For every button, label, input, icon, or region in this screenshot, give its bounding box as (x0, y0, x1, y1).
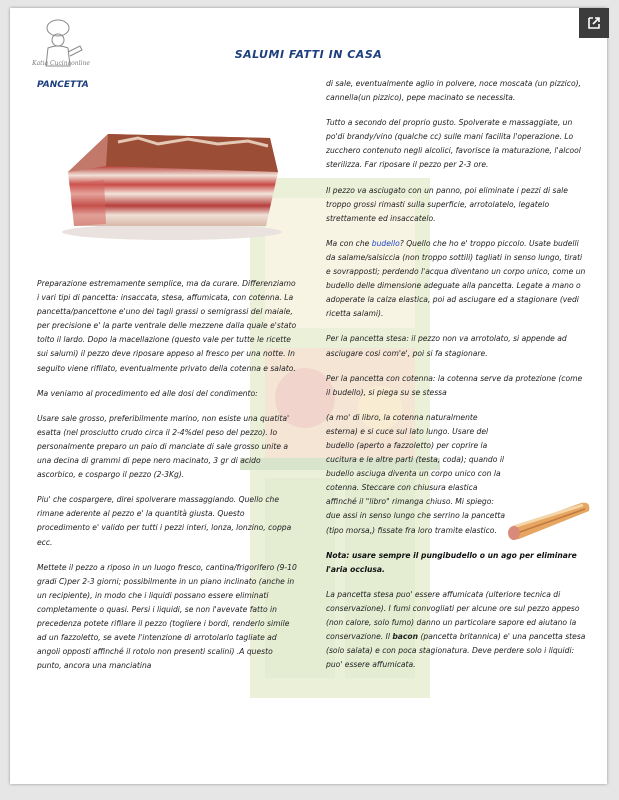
open-in-new-button[interactable] (579, 8, 609, 38)
paragraph-bacon (326, 588, 588, 673)
bacon-bold: bacon (392, 632, 419, 642)
open-in-new-icon (586, 15, 602, 31)
document-page (10, 8, 607, 784)
paragraph: Per la pancetta stesa: il pezzo non va arrotolato, si appende ad asciugare cosi com'e', poi si fa stagionare. (326, 334, 567, 358)
text-run: Ma con che (326, 238, 372, 248)
text-run: ? Quello che ho e' troppo piccolo. Usate budelli da salame/salsiccia (non troppo sottili) tagliati in senso lungo, tirati e sovrapposti; perdendo l'acqua diventano un corpo unico, come un budello delle dimensione adeguate alla pancetta. Legate a mano o adoperate la calza elastica, poi ad asciugare ed a stagionare (vedi ricetta salami). (326, 238, 586, 319)
logo-text: Katia Cucinaonline (32, 60, 90, 67)
text-run: La pancetta stesa puo' essere affumicata (ulteriore tecnica di conservazione). I fumi convogliati per alcune ore sul pezzo appeso (non calore, solo fumo) danno un particolare sapore ed aiutano la conservazione. Il (326, 589, 580, 642)
paragraph: di sale, eventualmente aglio in polvere, noce moscata (un pizzico), cannella(un pizzico), pepe macinato se necessita. (326, 79, 581, 103)
rolled-pancetta-image (503, 495, 595, 543)
document-title: SALUMI FATTI IN CASA (234, 48, 383, 61)
pancetta-photo (48, 114, 286, 242)
budello-link[interactable]: budello (371, 238, 400, 248)
note-paragraph: Nota: usare sempre il pungibudello o un ago per eliminare l'aria occlusa. (326, 550, 577, 574)
section-heading: PANCETTA (37, 80, 89, 90)
right-column (326, 77, 588, 683)
paragraph: Usare sale grosso, preferibilmente marino, non esiste una quatita' esatta (nel prosciutto crudo circa il 2-4%del peso del pezzo). Io personalmente preparo un paio di manciate di sale grosso unite a una decina di grammi di pepe nero macinato, 3 gr di acido ascorbico, e cospargo il pezzo (2-3Kg). (37, 413, 290, 480)
paragraph: Ma veniamo al procedimento ed alle dosi del condimento: (37, 388, 258, 398)
paragraph: Per la pancetta con cotenna: la cotenna serve da protezione (come il budello), si piega su se stessa (326, 373, 583, 397)
text-run: (pancetta britannica) e' una pancetta stesa (solo salata) e con poca stagionatura. Deve perdere solo i liquidi: puo' essere affumicata. (326, 632, 586, 670)
paragraph: Preparazione estremamente semplice, ma da curare. Differenziamo i vari tipi di pancetta: insaccata, stesa, affumicata, con cotenna. La pancetta/pancettone e'uno dei tagli grassi o semigrassi del maiale, per precisione e' la parte ventrale delle mezzene dalla quale e'stato tolto il lardo. Dopo la macellazione (questo vale per tutte le ricette sui salumi) il pezzo deve riposare appeso al fresco per una notte. In seguito viene rifilato, eventualmente privato della cotenna e salato. (37, 279, 297, 373)
paragraph: Tutto a secondo del proprio gusto. Spolverate e massaggiate, un po'di brandy/vino (qualche cc) sulle mani facilita l'operazione. Lo zucchero contenuto negli alcolici, favorisce la maturazione, l'alcool sterilizza. Far riposare il pezzo per 2-3 ore. (326, 118, 581, 170)
paragraph: Mettete il pezzo a riposo in un luogo fresco, cantina/frigorifero (9-10 gradi C)per 2-3 giorni; possibilmente in un piano inclinato (anche in un recipiente), in modo che i liquidi possano essere eliminati completamente o quasi. Persi i liquidi, se non l'avevate fatto in precedenza potete rifilare il pezzo (togliere i bordi, renderlo simile ad un fazzoletto, se avete l'intenzione di arrotolarlo tagliate ad angoli opposti affinché il rotolo non presenti scalini) .A questo punto, ancora una manciatina (37, 562, 297, 671)
paragraph: Il pezzo va asciugato con un panno, poi eliminate i pezzi di sale troppo grossi rimasti sulla superficie, arrotolatelo, legatelo strettamente ed insaccatelo. (326, 185, 568, 223)
paragraph-budello (326, 237, 588, 322)
paragraph: (a mo' di libro, la cotenna naturalmente esterna) e si cuce sul lato lungo. Usare del budello (aperto a fazzoletto) per coprire la cucitura e le altre parti (testa, coda); quando il budello asciuga diventa un corpo unico con la cotenna. Steccare con chiusura elastica affinché il "libro" rimanga chiuso. Mi spiego: due assi in senso lungo che serrino la pancetta (tipo morsa,) fissate fra loro tramite elastico. (326, 412, 506, 535)
paragraph: Piu' che cospargere, direi spolverare massaggiando. Quello che rimane aderente al pezzo e' la quantità giusta. Questo procedimento e' valido per tutti i pezzi interi, lonza, lonzino, coppa ecc. (37, 495, 292, 547)
left-column (37, 277, 299, 684)
